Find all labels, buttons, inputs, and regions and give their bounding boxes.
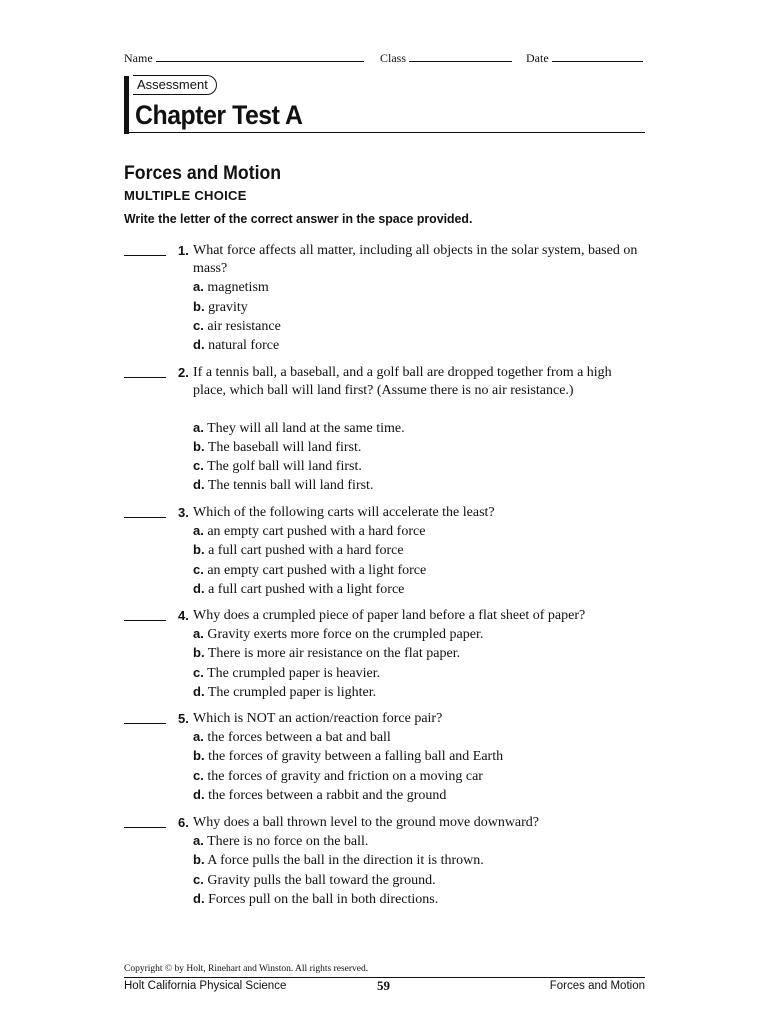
footer-chapter-title: Forces and Motion <box>549 980 645 992</box>
option-letter: a. <box>193 626 204 642</box>
class-line <box>409 50 512 62</box>
option-text: an empty cart pushed with a hard force <box>207 524 426 540</box>
option-text: air resistance <box>207 318 281 334</box>
option-text: Gravity pulls the ball toward the ground. <box>207 872 436 888</box>
option-list <box>193 278 281 355</box>
option-letter: a. <box>193 729 204 745</box>
answer-option <box>193 625 483 644</box>
answer-blank[interactable] <box>124 377 166 378</box>
date-field <box>526 50 643 66</box>
answer-option <box>193 580 426 599</box>
title-bar <box>124 76 129 134</box>
answer-option <box>193 871 484 890</box>
subsection-heading: MULTIPLE CHOICE <box>124 188 247 203</box>
question-number: 6. <box>178 815 189 830</box>
option-list <box>193 832 484 909</box>
option-text: There is no force on the ball. <box>207 834 369 850</box>
answer-option <box>193 541 426 560</box>
option-letter: a. <box>193 523 204 539</box>
option-letter: a. <box>193 419 204 435</box>
name-label: Name <box>124 51 153 65</box>
option-letter: c. <box>193 458 204 473</box>
question-number: 3. <box>178 505 189 520</box>
answer-option <box>193 561 426 580</box>
option-text: Forces pull on the ball in both directions. <box>208 891 439 907</box>
class-label: Class <box>380 51 407 65</box>
name-line <box>156 50 364 62</box>
option-letter: a. <box>193 279 204 295</box>
question-text: If a tennis ball, a baseball, and a golf ball are dropped together from a high place, which ball will land first? (Assume there is no air resistance.) <box>193 365 612 399</box>
answer-option <box>193 664 483 683</box>
question-text: What force affects all matter, including all objects in the solar system, based on mass? <box>193 243 638 277</box>
option-text: natural force <box>208 338 280 353</box>
option-letter: c. <box>193 317 204 333</box>
option-list <box>193 522 426 599</box>
answer-option <box>193 522 426 541</box>
answer-option <box>193 298 281 317</box>
page-number: 59 <box>377 978 390 993</box>
answer-blank[interactable] <box>124 255 166 256</box>
answer-blank[interactable] <box>124 517 166 518</box>
option-letter: c. <box>193 767 204 783</box>
option-text: an empty cart pushed with a light force <box>207 562 427 578</box>
option-letter: d. <box>193 890 205 906</box>
name-field <box>124 50 364 66</box>
answer-option <box>193 786 503 805</box>
footer-book-title: Holt California Physical Science <box>124 980 287 992</box>
option-text: They will all land at the same time. <box>207 420 405 436</box>
page-title: Chapter Test A <box>135 100 303 130</box>
question-text: Which is NOT an action/reaction force pair? <box>193 711 443 726</box>
answer-option <box>193 890 484 909</box>
option-text: the forces of gravity between a falling ball and Earth <box>208 749 504 765</box>
answer-option <box>193 851 484 870</box>
option-letter: b. <box>193 542 205 558</box>
option-text: The crumpled paper is heavier. <box>207 665 381 681</box>
answer-option <box>193 644 483 663</box>
option-text: A force pulls the ball in the direction it is thrown. <box>207 853 484 869</box>
option-list <box>193 728 503 805</box>
answer-option <box>193 336 281 355</box>
question-text: Why does a crumpled piece of paper land before a flat sheet of paper? <box>193 608 586 623</box>
option-text: the forces of gravity and friction on a moving car <box>207 768 483 784</box>
answer-option <box>193 419 405 438</box>
option-text: The baseball will land first. <box>207 439 362 455</box>
option-letter: d. <box>193 683 205 699</box>
option-letter: d. <box>193 477 205 493</box>
question-text: Which of the following carts will accelerate the least? <box>193 505 495 520</box>
copyright: Copyright © by Holt, Rinehart and Winston. All rights reserved. <box>124 964 369 974</box>
option-text: Gravity exerts more force on the crumpled paper. <box>207 627 484 643</box>
answer-blank[interactable] <box>124 620 166 621</box>
answer-blank[interactable] <box>124 827 166 828</box>
instructions: Write the letter of the correct answer in the space provided. <box>124 211 473 226</box>
section-title: Forces and Motion <box>124 163 282 184</box>
answer-option <box>193 683 483 702</box>
option-text: There is more air resistance on the flat paper. <box>207 646 461 662</box>
question-number: 1. <box>178 243 189 258</box>
date-line <box>552 50 643 62</box>
option-letter: c. <box>193 871 204 887</box>
option-text: the forces between a bat and ball <box>207 730 391 746</box>
answer-option <box>193 747 503 766</box>
question-number: 5. <box>178 711 189 726</box>
option-text: The tennis ball will land first. <box>207 478 374 494</box>
option-letter: b. <box>193 645 205 661</box>
option-letter: d. <box>193 337 205 352</box>
option-letter: b. <box>193 438 205 454</box>
question-number: 2. <box>178 365 189 380</box>
assessment-tab: Assessment <box>133 75 217 95</box>
question-text: Why does a ball thrown level to the ground move downward? <box>193 815 540 830</box>
option-letter: d. <box>193 580 205 596</box>
option-text: a full cart pushed with a hard force <box>208 543 404 559</box>
option-letter: b. <box>193 852 205 868</box>
option-list <box>193 625 483 702</box>
option-text: the forces between a rabbit and the ground <box>208 787 447 803</box>
option-letter: c. <box>193 561 204 577</box>
option-list <box>193 419 405 496</box>
option-text: magnetism <box>207 280 269 296</box>
option-letter: b. <box>193 748 205 764</box>
option-letter: a. <box>193 833 204 849</box>
answer-blank[interactable] <box>124 723 166 724</box>
answer-option <box>193 457 405 476</box>
option-text: The golf ball will land first. <box>207 459 362 474</box>
date-label: Date <box>526 51 549 65</box>
answer-option <box>193 728 503 747</box>
question-number: 4. <box>178 608 189 623</box>
answer-option <box>193 832 484 851</box>
title-rule <box>129 132 645 133</box>
option-text: The crumpled paper is lighter. <box>207 684 377 700</box>
answer-option <box>193 317 281 336</box>
answer-option <box>193 438 405 457</box>
option-letter: d. <box>193 786 205 802</box>
option-text: gravity <box>208 299 248 315</box>
answer-option <box>193 278 281 297</box>
option-letter: b. <box>193 298 205 314</box>
option-text: a full cart pushed with a light force <box>208 581 405 597</box>
answer-option <box>193 476 405 495</box>
answer-option <box>193 767 503 786</box>
option-letter: c. <box>193 664 204 680</box>
class-field <box>380 50 512 66</box>
